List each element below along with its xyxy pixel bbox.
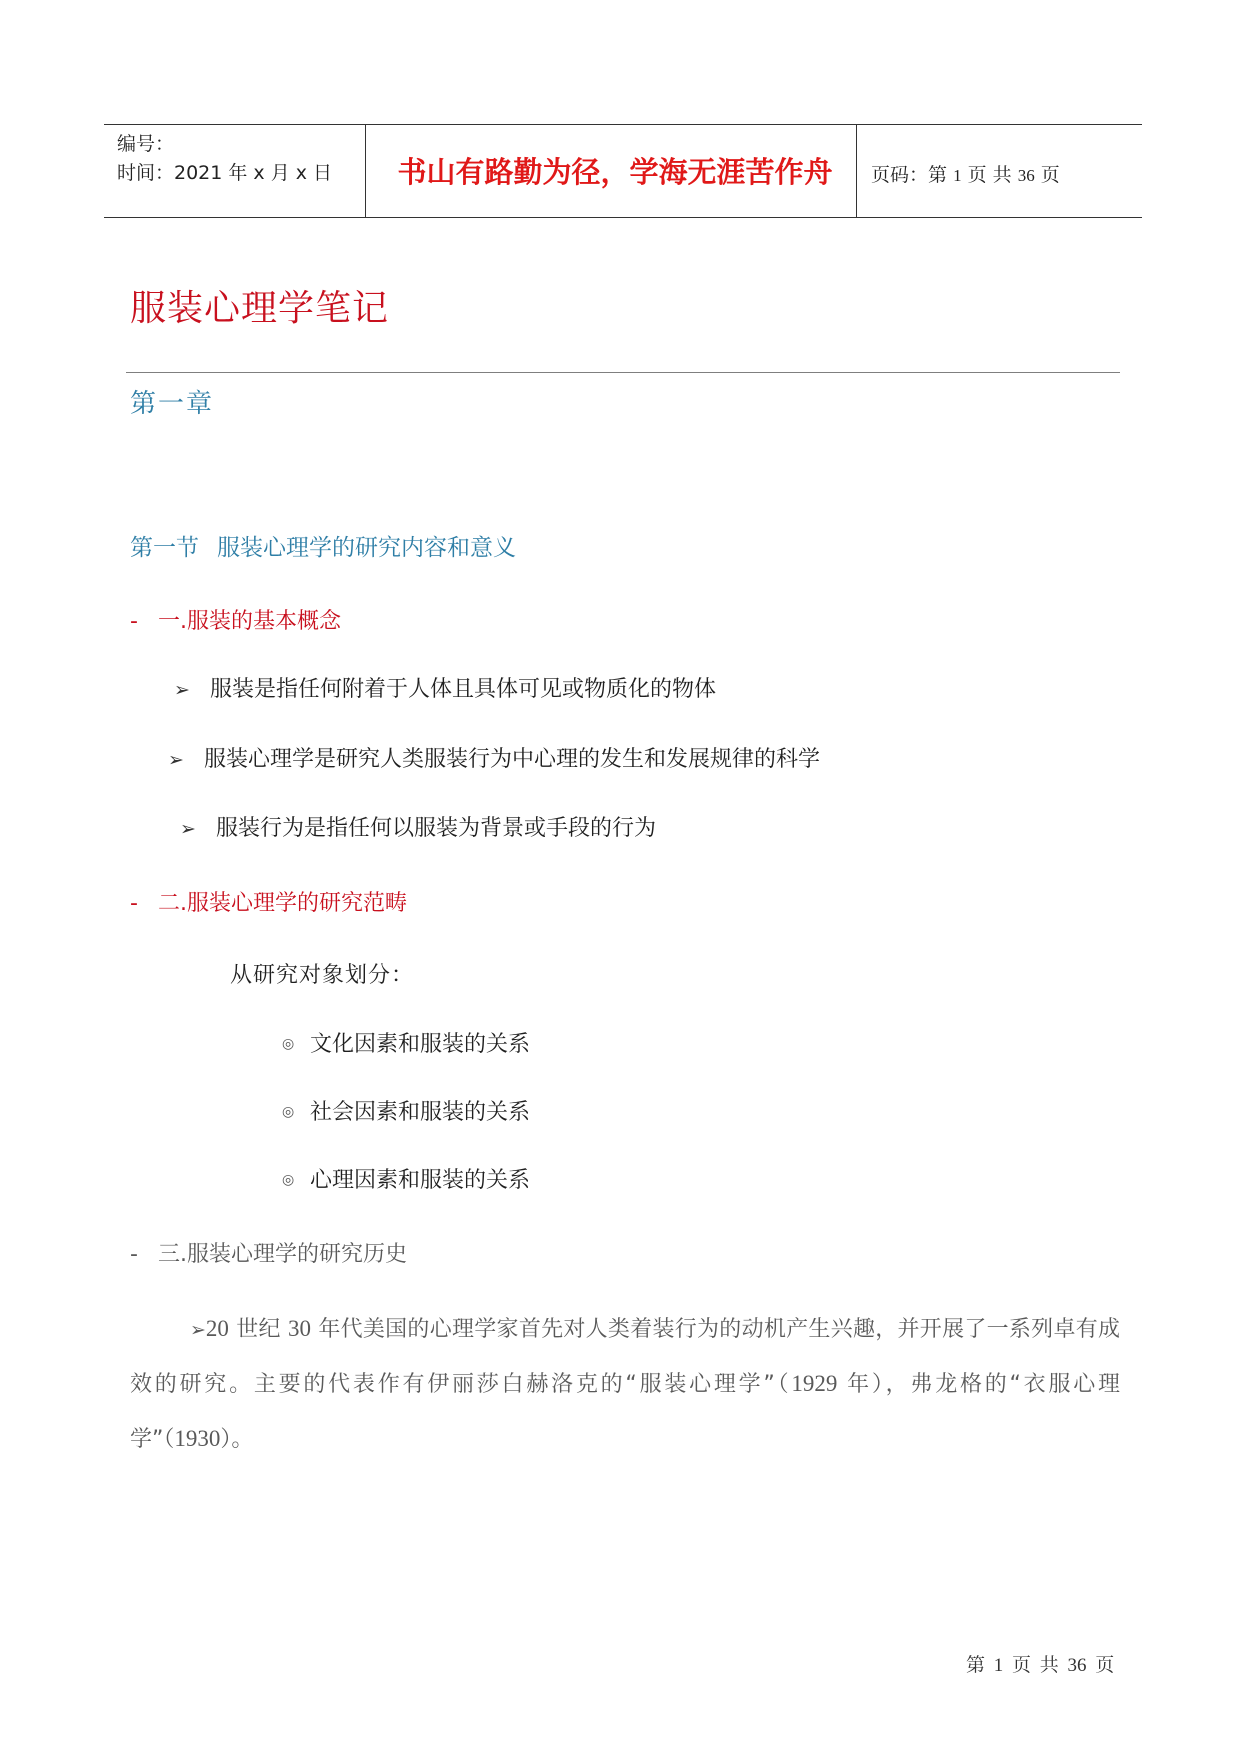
subheading-history <box>130 1237 407 1268</box>
list-item <box>180 811 656 842</box>
list-item <box>282 1163 530 1194</box>
header-number-label: 编号： <box>117 133 175 155</box>
arrow-bullet-icon: ➢ <box>174 679 190 701</box>
dash-bullet-icon: - <box>130 891 138 916</box>
document-title: 服装心理学笔记 <box>130 288 390 329</box>
header-time-label: 时间：2021 年 x 月 x 日 <box>117 162 333 184</box>
header-page-total: 36 <box>1017 166 1035 185</box>
page-footer: 第 1 页 共 36 页 <box>966 1655 1115 1676</box>
circle-bullet-icon: ◎ <box>282 1172 295 1188</box>
header-page-end: 页 <box>1040 164 1060 186</box>
history-text: 世纪 <box>236 1317 281 1342</box>
header-divider-left <box>365 125 366 218</box>
list-item-text: 服装是指任何附着于人体且具体可见或物质化的物体 <box>210 677 717 702</box>
header-page-number: 1 <box>953 166 962 185</box>
arrow-bullet-icon: ➢ <box>168 749 184 771</box>
section-number: 第一节 <box>130 535 199 561</box>
list-item <box>174 672 716 703</box>
header-page-mid: 页 共 <box>967 164 1012 186</box>
history-text: 1930 <box>174 1426 221 1451</box>
chapter-heading: 第一章 <box>130 389 215 419</box>
section-name: 服装心理学的研究内容和意义 <box>217 535 516 561</box>
list-item <box>282 1027 530 1058</box>
list-item <box>168 742 820 773</box>
subheading-concepts <box>130 604 341 635</box>
history-text: 20 <box>205 1316 229 1341</box>
list-item-text: 服装行为是指任何以服装为背景或手段的行为 <box>216 816 657 841</box>
subheading-scope <box>130 886 407 917</box>
list-item-text: 社会因素和服装的关系 <box>310 1100 531 1125</box>
header-page-info <box>871 160 1060 187</box>
title-rule <box>126 372 1120 373</box>
subheading-scope-text: 二.服装心理学的研究范畴 <box>158 891 407 916</box>
list-item-text: 服装心理学是研究人类服装行为中心理的发生和发展规律的科学 <box>204 747 821 772</box>
history-text: 年），弗龙格的“衣服心理学”（ <box>130 1372 1120 1452</box>
circle-bullet-icon: ◎ <box>282 1104 295 1120</box>
dash-bullet-icon: - <box>130 609 138 634</box>
history-text: ）。 <box>220 1427 254 1452</box>
header-motto: 书山有路勤为径，学海无涯苦作舟 <box>397 155 833 189</box>
circle-bullet-icon: ◎ <box>282 1036 295 1052</box>
list-item-text: 文化因素和服装的关系 <box>310 1032 531 1057</box>
header-page-label: 页码：第 <box>871 164 948 186</box>
history-text: 30 <box>288 1316 312 1341</box>
arrow-bullet-icon: ➢ <box>180 818 196 840</box>
section-heading <box>130 529 516 562</box>
list-item <box>282 1095 530 1126</box>
header-info <box>117 130 332 188</box>
header-top-rule <box>104 124 1142 125</box>
subheading-concepts-text: 一.服装的基本概念 <box>158 609 341 634</box>
subheading-history-text: 三.服装心理学的研究历史 <box>158 1242 407 1267</box>
scope-intro: 从研究对象划分： <box>230 963 415 988</box>
list-item-text: 心理因素和服装的关系 <box>310 1168 531 1193</box>
dash-bullet-icon: - <box>130 1242 138 1267</box>
history-text: 1929 <box>791 1371 838 1396</box>
header-bottom-rule <box>104 217 1142 218</box>
arrow-bullet-icon: ➢ <box>190 1319 206 1341</box>
history-text: 年代美国的心理学家首先对人类着装行为的动机产生兴趣，并开展了一系列卓有成效的研究。主要的代表作有伊丽莎白赫洛克的“服装心理学”（ <box>130 1317 1120 1397</box>
history-paragraph <box>130 1302 1120 1467</box>
